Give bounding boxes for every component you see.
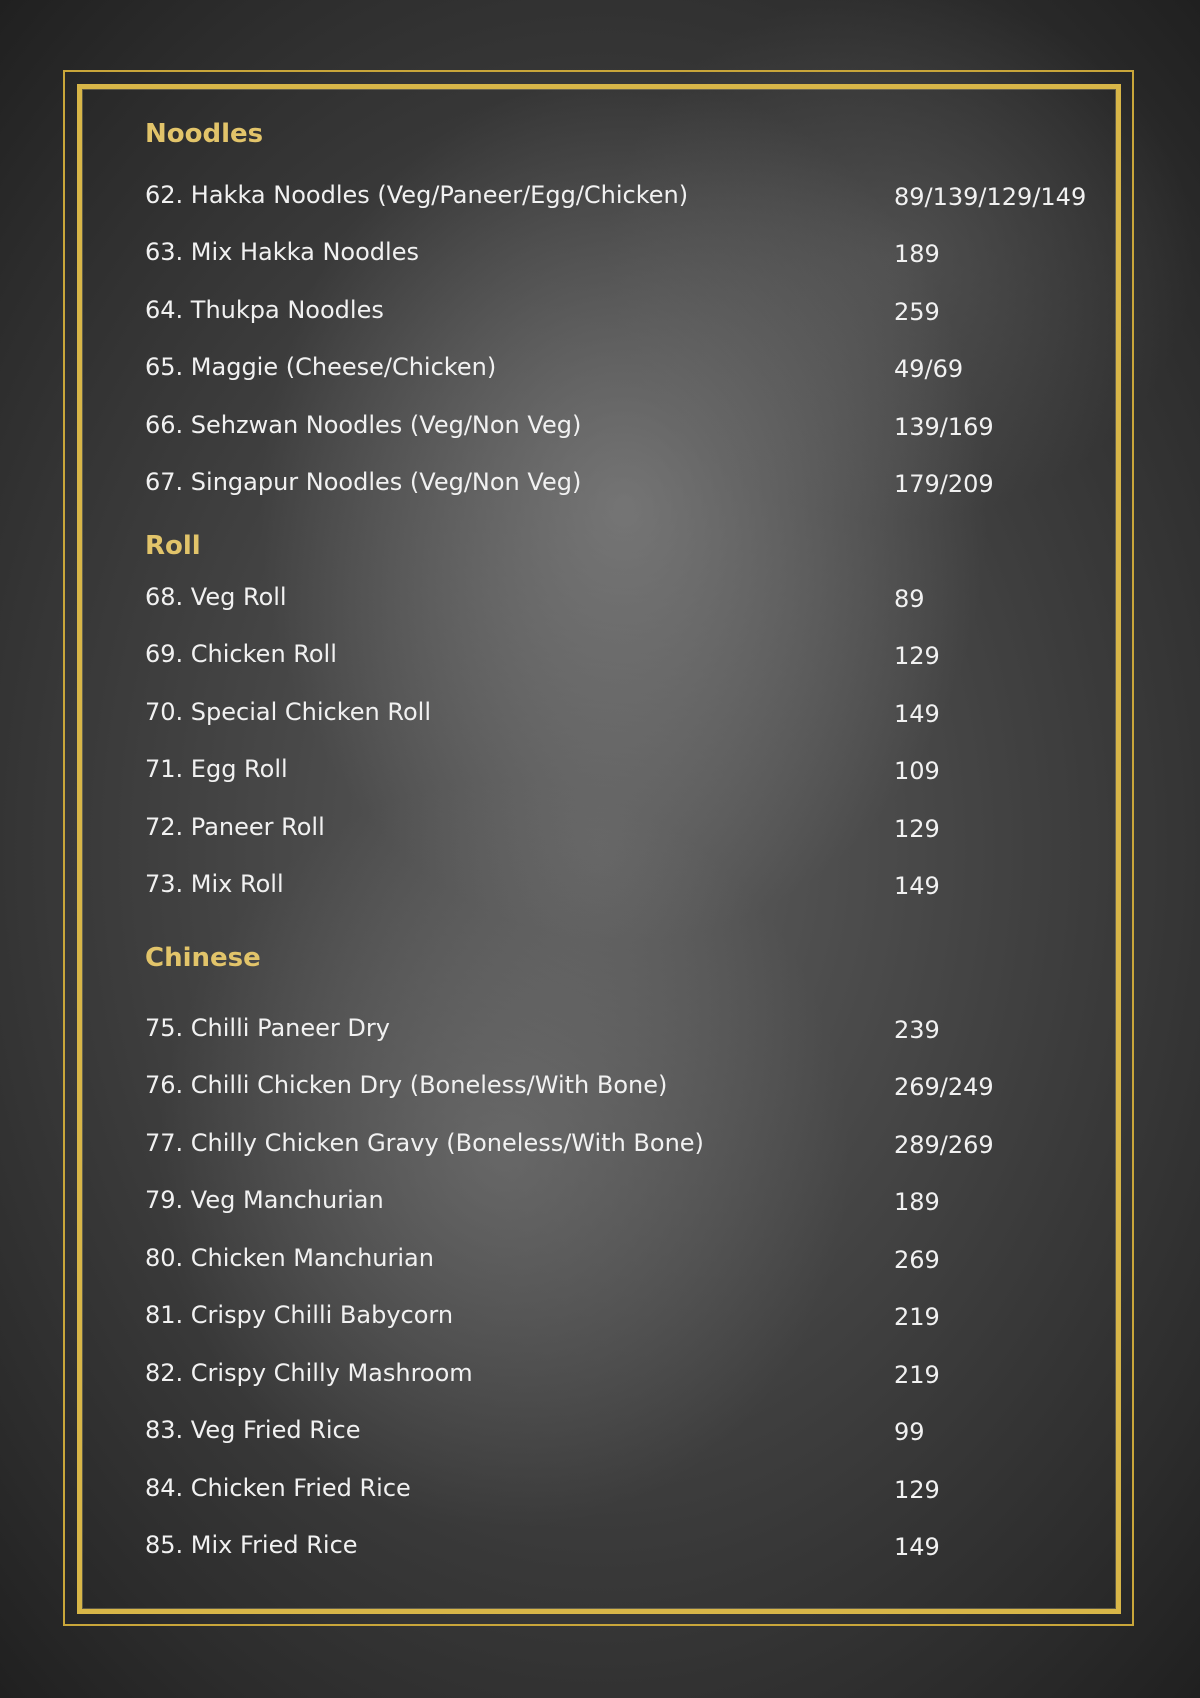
menu-item-name: 80. Chicken Manchurian <box>145 1244 434 1272</box>
menu-item-price: 89/139/129/149 <box>894 183 1087 211</box>
menu-item <box>145 350 1110 384</box>
menu-item-name: 76. Chilli Chicken Dry (Boneless/With Bone) <box>145 1071 668 1099</box>
menu-item-name: 62. Hakka Noodles (Veg/Paneer/Egg/Chicken) <box>145 181 689 209</box>
menu-item-name: 72. Paneer Roll <box>145 813 325 841</box>
menu-item <box>145 1126 1110 1160</box>
menu-item-price: 269/249 <box>894 1073 994 1101</box>
menu-item-price: 89 <box>894 585 925 613</box>
menu-item-name: 65. Maggie (Cheese/Chicken) <box>145 353 497 381</box>
menu-item <box>145 1356 1110 1390</box>
menu-item <box>145 1471 1110 1505</box>
menu-item-name: 77. Chilly Chicken Gravy (Boneless/With Bone) <box>145 1129 704 1157</box>
menu-item <box>145 867 1110 901</box>
menu-item <box>145 1298 1110 1332</box>
menu-item-price: 179/209 <box>894 470 994 498</box>
menu-item-name: 73. Mix Roll <box>145 870 284 898</box>
section-heading-noodles: Noodles <box>145 119 264 149</box>
menu-item-price: 139/169 <box>894 413 994 441</box>
menu-item-price: 109 <box>894 757 940 785</box>
menu-item <box>145 465 1110 499</box>
menu-item-price: 239 <box>894 1016 940 1044</box>
menu-item-name: 66. Sehzwan Noodles (Veg/Non Veg) <box>145 411 582 439</box>
menu-item-name: 85. Mix Fried Rice <box>145 1531 358 1559</box>
menu-item <box>145 293 1110 327</box>
menu-item-price: 189 <box>894 240 940 268</box>
menu-item-name: 68. Veg Roll <box>145 583 287 611</box>
menu-item-name: 69. Chicken Roll <box>145 640 337 668</box>
menu-item-name: 81. Crispy Chilli Babycorn <box>145 1301 454 1329</box>
menu-item <box>145 1241 1110 1275</box>
menu-item <box>145 810 1110 844</box>
menu-item-name: 71. Egg Roll <box>145 755 288 783</box>
menu-item-name: 79. Veg Manchurian <box>145 1186 384 1214</box>
menu-item <box>145 1183 1110 1217</box>
menu-item-price: 99 <box>894 1418 925 1446</box>
menu-item-price: 129 <box>894 1476 940 1504</box>
menu-item-price: 49/69 <box>894 355 964 383</box>
menu-item-price: 289/269 <box>894 1131 994 1159</box>
menu-item-name: 84. Chicken Fried Rice <box>145 1474 411 1502</box>
menu-item <box>145 580 1110 614</box>
section-heading-roll: Roll <box>145 531 201 561</box>
menu-item-name: 67. Singapur Noodles (Veg/Non Veg) <box>145 468 582 496</box>
menu-item <box>145 235 1110 269</box>
menu-item-price: 149 <box>894 700 940 728</box>
menu-item <box>145 408 1110 442</box>
menu-item-price: 129 <box>894 815 940 843</box>
menu-item-price: 189 <box>894 1188 940 1216</box>
menu-item-name: 70. Special Chicken Roll <box>145 698 431 726</box>
menu-item <box>145 1528 1110 1562</box>
menu-item-price: 259 <box>894 298 940 326</box>
menu-item-name: 82. Crispy Chilly Mashroom <box>145 1359 473 1387</box>
menu-item-name: 83. Veg Fried Rice <box>145 1416 361 1444</box>
menu-item-price: 149 <box>894 872 940 900</box>
menu-item <box>145 1011 1110 1045</box>
menu-item <box>145 637 1110 671</box>
menu-item <box>145 752 1110 786</box>
menu-item-name: 64. Thukpa Noodles <box>145 296 384 324</box>
menu-item-name: 75. Chilli Paneer Dry <box>145 1014 390 1042</box>
menu-item-price: 149 <box>894 1533 940 1561</box>
menu-item-price: 269 <box>894 1246 940 1274</box>
menu-item <box>145 1068 1110 1102</box>
menu-item-name: 63. Mix Hakka Noodles <box>145 238 419 266</box>
section-heading-chinese: Chinese <box>145 943 261 973</box>
menu-item <box>145 695 1110 729</box>
menu-item-price: 219 <box>894 1303 940 1331</box>
menu-item-price: 219 <box>894 1361 940 1389</box>
menu-item <box>145 1413 1110 1447</box>
menu-item-price: 129 <box>894 642 940 670</box>
menu-item <box>145 178 1110 212</box>
